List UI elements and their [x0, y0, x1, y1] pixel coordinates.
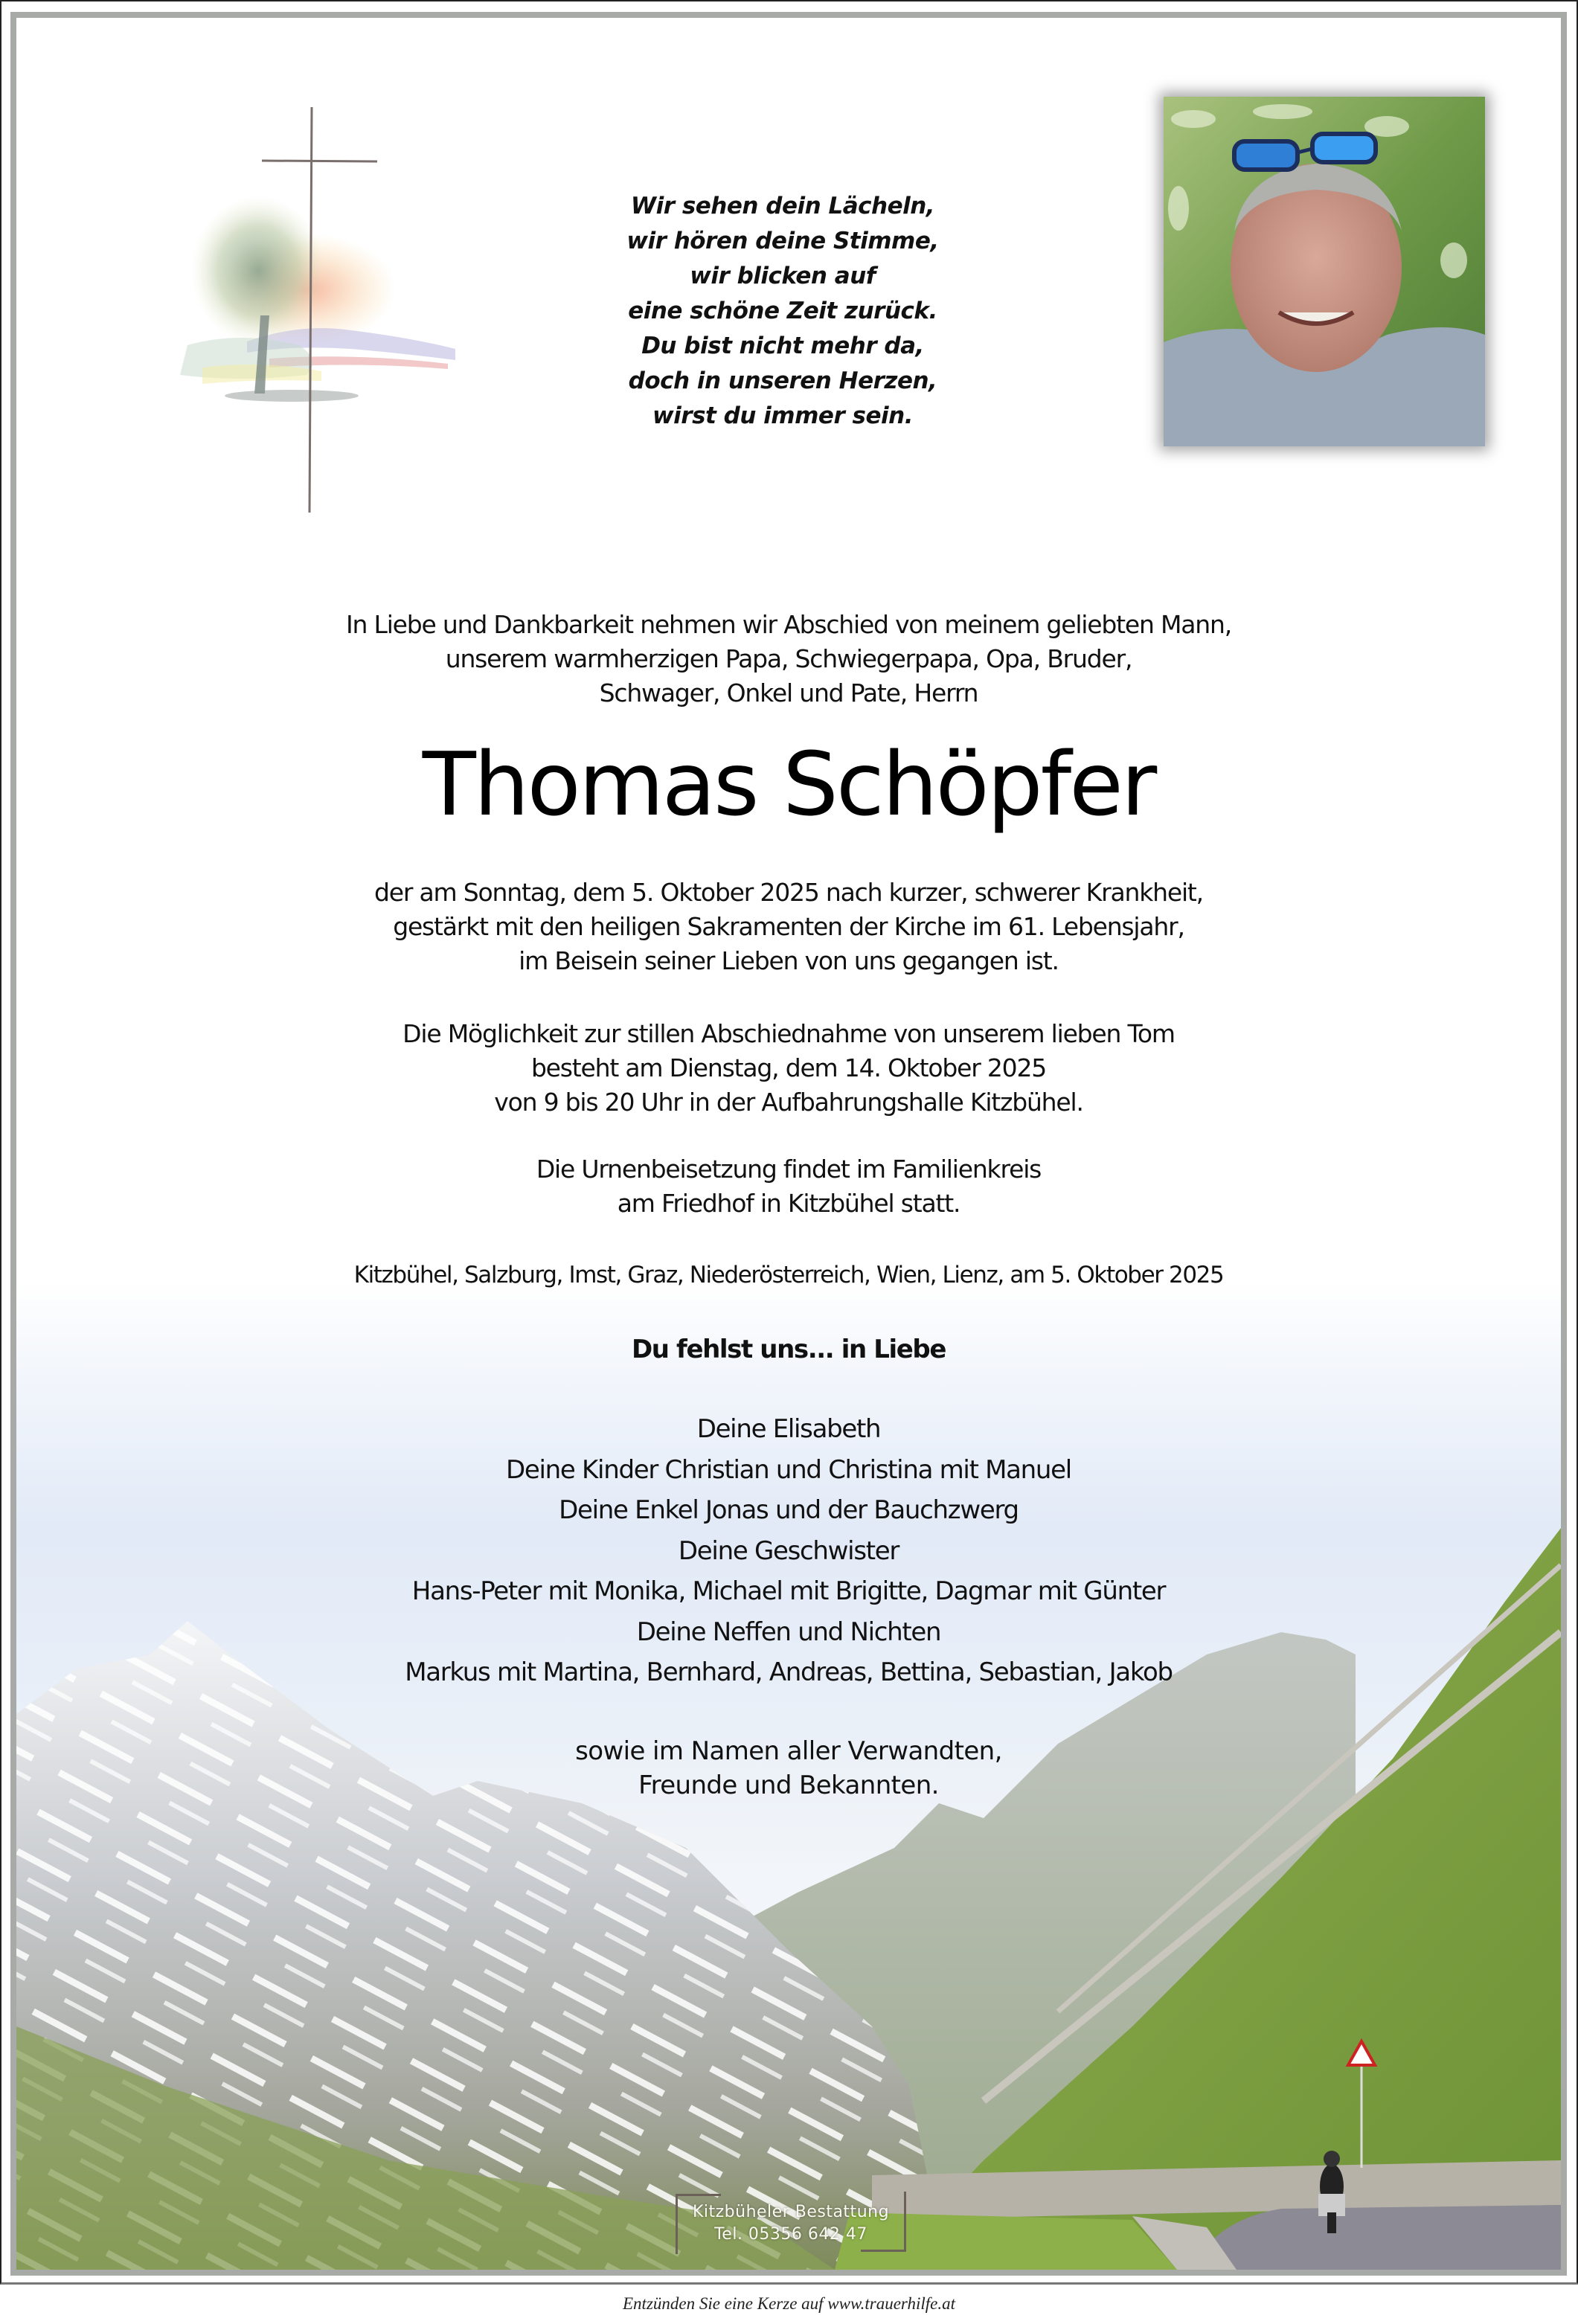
- viewing-line: besteht am Dienstag, dem 14. Oktober 2025: [530, 1053, 1047, 1082]
- mourner-line: Deine Enkel Jonas und der Bauchzwerg: [559, 1495, 1019, 1525]
- obituary-card: [10, 12, 1567, 2276]
- mourner-line: Markus mit Martina, Bernhard, Andreas, Bettina, Sebastian, Jakob: [405, 1657, 1173, 1687]
- poem-line: wirst du immer sein.: [652, 402, 913, 429]
- funeral-home-phone: Tel. 05356 642 47: [714, 2225, 867, 2244]
- mourners-heading: Du fehlst uns... in Liebe: [631, 1335, 946, 1364]
- places-date: Kitzbühel, Salzburg, Imst, Graz, Niederösterreich, Wien, Lienz, am 5. Oktober 2025: [353, 1262, 1224, 1288]
- funeral-home-name: Kitzbüheler Bestattung: [692, 2203, 890, 2221]
- death-notice-line: gestärkt mit den heiligen Sakramenten der Kirche im 61. Lebensjahr,: [393, 912, 1184, 941]
- portrait-photo: [1164, 97, 1485, 446]
- intro-text: [16, 608, 1561, 710]
- viewing-line: Die Möglichkeit zur stillen Abschiednahme von unserem lieben Tom: [402, 1019, 1175, 1048]
- burial-line: Die Urnenbeisetzung findet im Familienkreis: [536, 1155, 1042, 1184]
- poem-line: Du bist nicht mehr da,: [641, 333, 924, 359]
- burial-info: [16, 1152, 1561, 1221]
- mourner-line: Deine Elisabeth: [696, 1414, 881, 1444]
- mourner-line: Deine Geschwister: [678, 1535, 899, 1566]
- intro-line: unserem warmherzigen Papa, Schwiegerpapa, Opa, Bruder,: [445, 644, 1132, 673]
- memorial-poem: [522, 189, 1043, 434]
- closing-line: sowie im Namen aller Verwandten,: [575, 1736, 1002, 1766]
- death-notice-line: im Beisein seiner Lieben von uns gegangen ist.: [519, 946, 1059, 975]
- closing-line: Freunde und Bekannten.: [638, 1771, 939, 1800]
- poem-line: wir blicken auf: [690, 263, 876, 289]
- death-notice-line: der am Sonntag, dem 5. Oktober 2025 nach kurzer, schwerer Krankheit,: [374, 878, 1203, 907]
- death-notice: [16, 876, 1561, 978]
- mourners-list: [16, 1409, 1561, 1693]
- poem-line: eine schöne Zeit zurück.: [628, 298, 937, 324]
- poem-line: Wir sehen dein Lächeln,: [630, 193, 935, 219]
- poem-line: doch in unseren Herzen,: [628, 367, 937, 394]
- intro-line: Schwager, Onkel und Pate, Herrn: [599, 678, 978, 707]
- viewing-info: [16, 1017, 1561, 1120]
- burial-line: am Friedhof in Kitzbühel statt.: [617, 1189, 960, 1218]
- poem-line: wir hören deine Stimme,: [626, 228, 939, 254]
- viewing-line: von 9 bis 20 Uhr in der Aufbahrungshalle Kitzbühel.: [494, 1088, 1083, 1117]
- intro-line: In Liebe und Dankbarkeit nehmen wir Abschied von meinem geliebten Mann,: [345, 610, 1231, 639]
- mourner-line: Hans-Peter mit Monika, Michael mit Brigitte, Dagmar mit Günter: [411, 1576, 1166, 1606]
- mourner-line: Deine Neffen und Nichten: [636, 1617, 941, 1647]
- funeral-home-badge: [676, 2194, 906, 2252]
- mourner-line: Deine Kinder Christian und Christina mit Manuel: [506, 1454, 1071, 1485]
- cross-tree-watercolor-icon: [128, 92, 485, 539]
- deceased-name: Thomas Schöpfer: [422, 733, 1155, 835]
- footer-candle-link[interactable]: Entzünden Sie eine Kerze auf www.trauerhilfe.at: [623, 2294, 955, 2313]
- mourners-closing: [16, 1734, 1561, 1803]
